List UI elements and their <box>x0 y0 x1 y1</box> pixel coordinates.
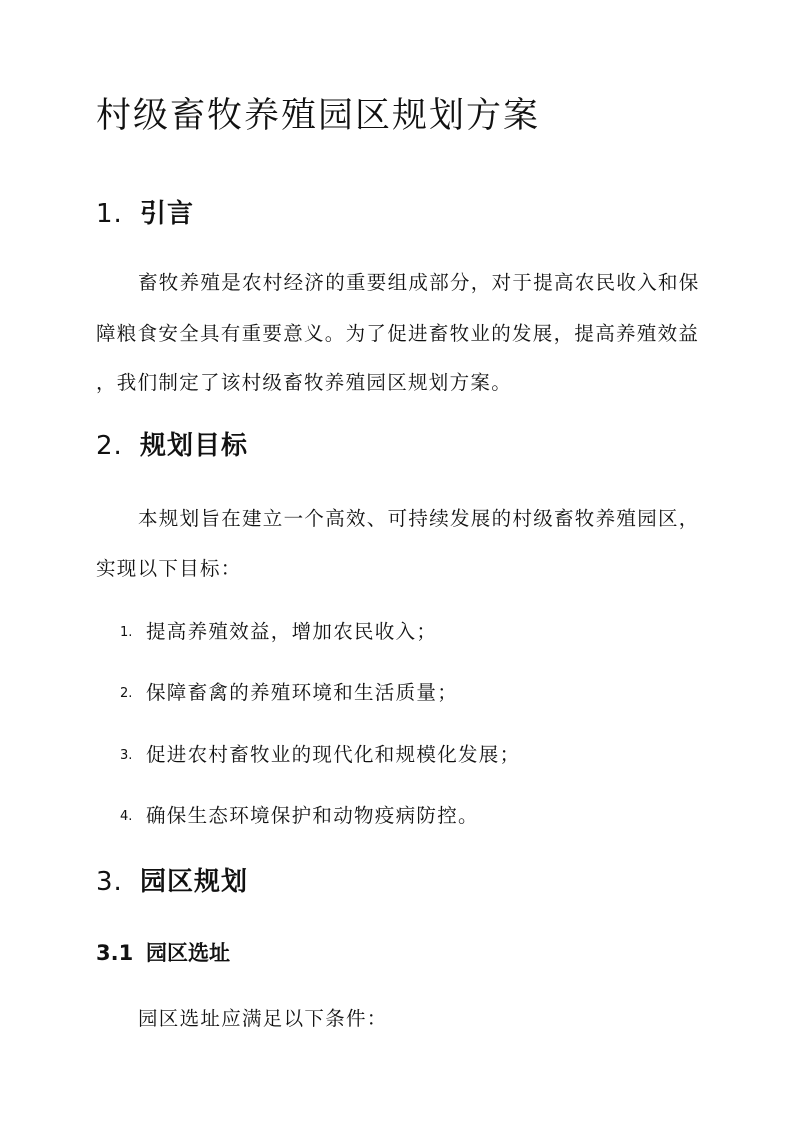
paragraph-line: 实现以下目标： <box>96 557 242 580</box>
list-item-text: 确保生态环境保护和动物疫病防控。 <box>146 804 479 827</box>
list-item-number: 3. <box>120 748 133 763</box>
list-item <box>120 801 479 831</box>
section-number: 3. <box>96 867 123 897</box>
section-heading-goals <box>96 428 248 464</box>
list-item <box>120 740 520 770</box>
section-heading-intro <box>96 196 194 232</box>
paragraph-line: 畜牧养殖是农村经济的重要组成部分，对于提高农民收入和保 <box>138 271 700 294</box>
list-item <box>120 678 458 708</box>
section-heading-park-planning <box>96 864 248 900</box>
list-item-text: 促进农村畜牧业的现代化和规模化发展； <box>146 743 521 766</box>
paragraph-line: 园区选址应满足以下条件： <box>138 1007 388 1030</box>
section-title: 引言 <box>140 199 195 229</box>
list-item-number: 1. <box>120 625 133 640</box>
section-title: 规划目标 <box>140 431 249 461</box>
subsection-title: 园区选址 <box>146 940 230 965</box>
paragraph-line: 障粮食安全具有重要意义。为了促进畜牧业的发展，提高养殖效益 <box>96 322 700 345</box>
subsection-number: 3.1 <box>96 941 134 965</box>
paragraph-line: 本规划旨在建立一个高效、可持续发展的村级畜牧养殖园区， <box>138 507 700 530</box>
section-number: 2. <box>96 431 123 461</box>
subsection-heading-site-selection <box>96 938 230 968</box>
paragraph-line: ，我们制定了该村级畜牧养殖园区规划方案。 <box>96 371 513 394</box>
list-item-number: 4. <box>120 809 133 824</box>
list-item-number: 2. <box>120 686 133 701</box>
section-title: 园区规划 <box>140 867 249 897</box>
list-item <box>120 617 437 647</box>
list-item-text: 提高养殖效益，增加农民收入； <box>146 620 438 643</box>
document-title: 村级畜牧养殖园区规划方案 <box>96 96 541 136</box>
list-item-text: 保障畜禽的养殖环境和生活质量； <box>146 681 459 704</box>
section-number: 1. <box>96 199 123 229</box>
